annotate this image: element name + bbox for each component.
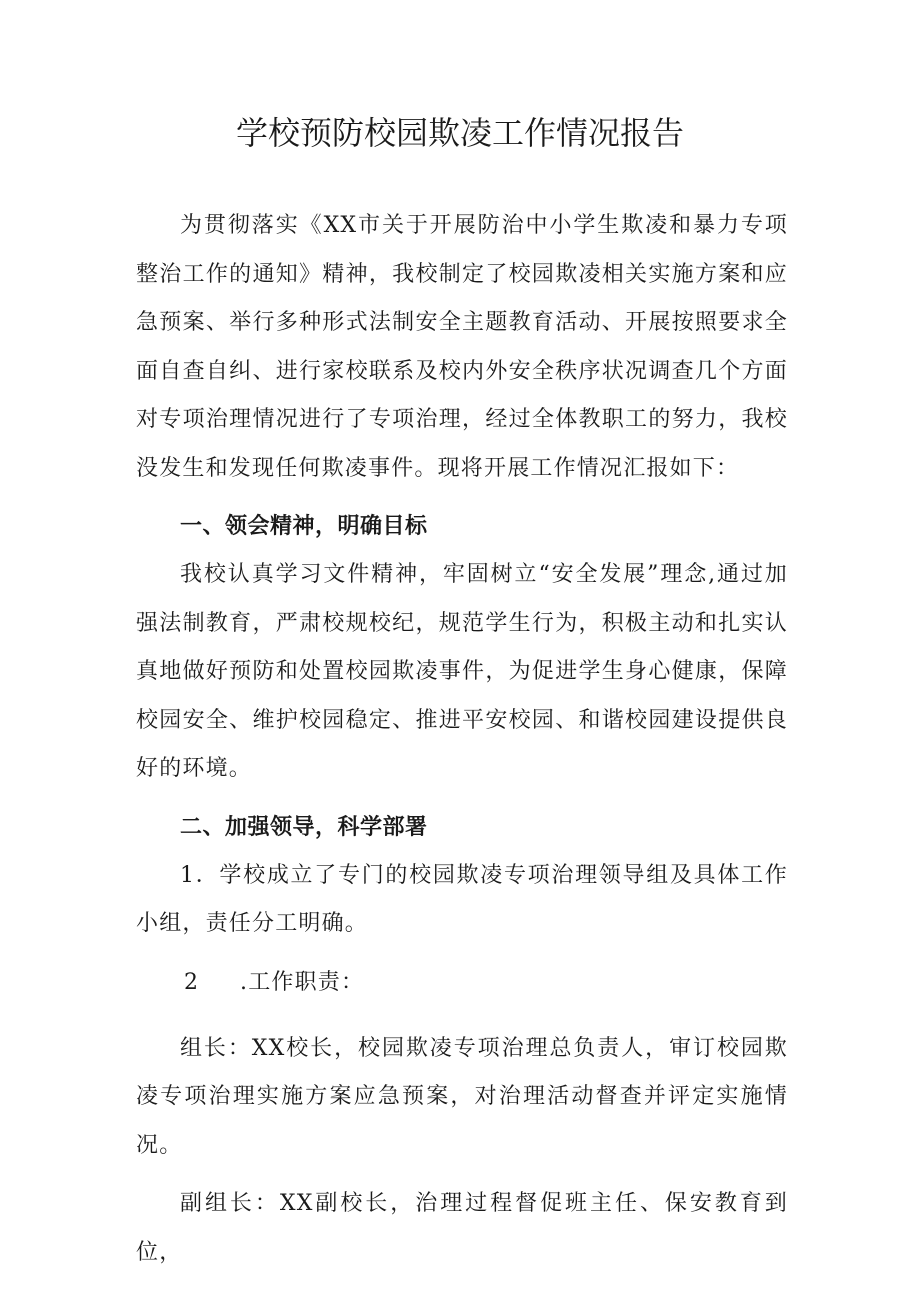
- item-2-text: .工作职责：: [240, 969, 365, 995]
- section-2-item-2: [136, 959, 788, 1007]
- deputy-paragraph: 副组长：XX副校长，治理过程督促班主任、保安教育到位，: [136, 1191, 788, 1265]
- intro-paragraph: 为贯彻落实《XX市关于开展防治中小学生欺凌和暴力专项整治工作的通知》精神，我校制定了校园欺凌相关实施方案和应急预案、举行多种形式法制安全主题教育活动、开展按照要求全面自查自纠、进行家校联系及校内外安全秩序状况调查几个方面对专项治理情况进行了专项治理，经过全体教职工的努力，我校没发生和发现任何欺凌事件。现将开展工作情况汇报如下：: [136, 213, 788, 481]
- document-title: 学校预防校园欺凌工作情况报告: [235, 114, 684, 152]
- section-2-heading: 二、加强领导，科学部署: [180, 814, 428, 840]
- section-2-item-1: 1．学校成立了专门的校园欺凌专项治理领导组及具体工作小组，责任分工明确。: [136, 862, 788, 936]
- leader-paragraph: 组长：XX校长，校园欺凌专项治理总负责人，审订校园欺凌专项治理实施方案应急预案，对治理活动督查并评定实施情况。: [136, 1035, 788, 1158]
- item-2-number: 2: [184, 969, 200, 995]
- section-1-paragraph: 我校认真学习文件精神，牢固树立“安全发展”理念,通过加强法制教育，严肃校规校纪，规范学生行为，积极主动和扎实认真地做好预防和处置校园欺凌事件，为促进学生身心健康，保障校园安全、维护校园稳定、推进平安校园、和谐校园建设提供良好的环境。: [136, 562, 788, 781]
- section-1-heading: 一、领会精神，明确目标: [180, 514, 428, 539]
- document-body: [136, 202, 788, 1277]
